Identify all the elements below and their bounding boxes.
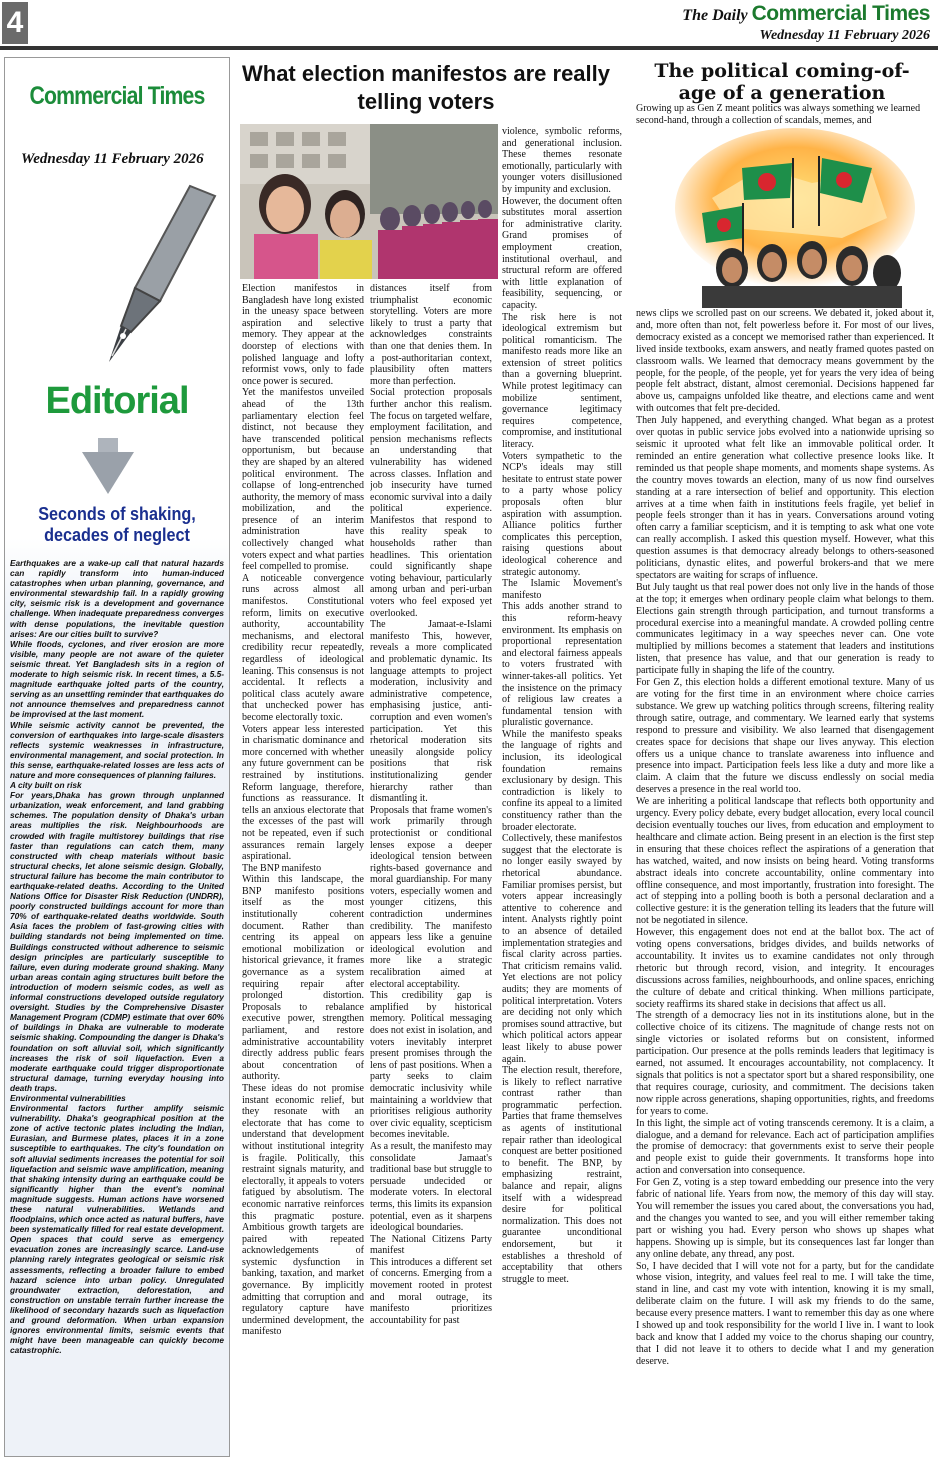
article-paragraph: Collectively, these manifestos suggest that the electorate is no longer easily swayed by rhetorical abundance. Familiar promises persist, but voters appear increasingly attentive to coherence and intent. Analysts rightly point to an absence of detailed implementation strategies and fiscal clarity across parties. That criticism remains valid. Yet elections are not policy audits; they are moments of political interpretation. Voters are deciding not only which promises sound attractive, but which political actors appear least likely to abuse power again. — [502, 833, 622, 1065]
article-paragraph: We are inheriting a political landscape that reflects both opportunity and urgency. Every policy debate, every budget allocation, every local council decision eventually touches our lives, from education and employment to healthcare and climate action. Being present in an election is the first step in ensuring that these choices reflect the aspirations of a generation that has watched, waited, and now insists on being heard. Voting transforms abstract ideals into concrete accountability, online commentary into offline consequence, and most importantly, frustration into foresight. The act of stepping into a polling booth is both a personal declaration and a collective gesture: it is the generation telling its leaders that the future will not be negotiated in silence. — [636, 796, 934, 927]
article-paragraph: news clips we scrolled past on our screens. We debated it, joked about it, and, more often than not, felt powerless before it. For most of our lives, democracy existed as a concept we memorised rather than experienced. It lived inside textbooks, exam answers, and neatly framed quotes pasted on classroom walls. We learned that democracy means government by the people, for the people, of the people, yet for years the very idea of being people felt abstract, distant, almost ceremonial. Decisions happened far above us, campaigns unfolded like theatre, and elections came and went with outcomes that felt pre-decided. — [636, 308, 934, 415]
article-paragraph: Within this landscape, the BNP manifesto positions itself as the most institutionally coherent document. Rather than centring its appeal on emotional mobilization or historical grievance, it frames governance as a system requiring repair after prolonged distortion. Proposals to rebalance executive power, strengthen parliament, and restore administrative accountability directly address public fears about concentration of authority. — [242, 874, 364, 1083]
article-paragraph: While the manifesto speaks the language of rights and inclusion, its ideological foundation remains exclusionary by design. This contradiction is likely to confine its appeal to a limited constituency rather than the broader electorate. — [502, 728, 622, 833]
editorial-sidebar — [4, 57, 230, 1457]
article-paragraph: The strength of a democracy lies not in its institutions alone, but in the collective choice of its citizens. The magnitude of change rests not on single victories or isolated reforms but on consistent, informed participation. Our presence at the polls reminds leaders that legitimacy is earned, not assumed. It encourages accountability, not complacency. It signals that politics is not a spectator sport but a shared responsibility, one that requires courage, curiosity, and commitment. The decisions taken now ripple across generations, shaping opportunities, rights, and freedoms for years to come. — [636, 1010, 934, 1117]
masthead-prefix: The Daily — [682, 7, 748, 24]
celebration-flags-illustration — [672, 128, 918, 308]
article-subheading: The National Citizens Party manifest — [370, 1233, 492, 1257]
editorial-headline: Seconds of shaking, decades of neglect — [38, 504, 196, 545]
editorial-paragraph: While seismic activity cannot be prevented, the conversion of earthquakes into large-scale disasters reflects systemic weaknesses in infrastructure, environmental management, and social protection. In this sense, earthquake-related losses are less acts of nature and more consequences of planning failures. — [10, 719, 224, 780]
article-paragraph: Election manifestos in Bangladesh have long existed in the uneasy space between aspiration and selective memory. They appear at the doorstep of elections with polished language and lofty reformist vows, only to fade once power is secured. — [242, 283, 364, 387]
article-paragraph: The Jamaat-e-Islami manifesto This, however, reveals a more complicated and problematic dynamic. Its language attempts to project moderation, inclusivity and administrative competence, emphasising justice, anti-corruption and even women's participation. Yet this rhetorical moderation sits uneasily alongside policy positions that risk institutionalizing gender hierarchy rather than dismantling it. — [370, 619, 492, 805]
article-paragraph: Proposals that frame women's work primarily through protectionist or conditional lenses expose a deeper ideological tension between rights-based governance and moral guardianship. For many voters, especially women and younger citizens, this contradiction undermines credibility. The manifesto appears less like a genuine ideological evolution and more like a strategic recalibration aimed at electoral acceptability. — [370, 804, 492, 990]
article-paragraph: The election result, therefore, is likely to reflect narrative contrast rather than programmatic perfection. Parties that frame themselves as agents of institutional repair rather than ideological conquest are better positioned to benefit. The BNP, by emphasizing restraint, balance and repair, aligns itself with a widespread desire for political normalization. This does not guarantee unconditional endorsement, but it establishes a threshold of acceptability that others struggle to meet. — [502, 1065, 622, 1285]
article-paragraph: So, I have decided that I will vote not for a party, but for the candidate whose vision, integrity, and values feel real to me. I will take the time, stand in line, and cast my vote with intention, knowing it is my small, deliberate claim on the future. I will ask my friends to do the same, because every presence matters. I want to remember this day as one where I showed up and took responsibility for the world I live in. I want to look back and know that I added my voice to the chorus shaping our country, that I did not leave it to others to decide what I and my generation deserve. — [636, 1260, 934, 1367]
masthead-title — [682, 2, 930, 26]
article-paragraph: But July taught us that real power does not only live in the hands of those at the top; it emerges when ordinary people claim what belongs to them. Elections gain strength through participation, and turnout transforms a procedural exercise into a meaningful mandate. A crowded polling centre communicates legitimacy in a way speeches never can. One vote multiplied by millions becomes a statement that leaders and institutions listen, that presence has value, and that our generation is ready to participate fully in shaping the life of the country. — [636, 581, 934, 677]
editorial-subheading: A city built on risk — [10, 780, 82, 791]
article-paragraph: A noticeable convergence runs across almost all manifestos. Constitutional reform, limits on executive authority, accountability mechanisms, and electoral credibility recur repeatedly, regardless of ideological leaning. This consensus is not accidental. It reflects a political class acutely aware that unchecked power has become electorally toxic. — [242, 572, 364, 723]
right-article-headline: The political coming-of-age of a generation — [654, 60, 910, 104]
right-article-body — [636, 308, 934, 1456]
article-paragraph: The risk here is not ideological extremism but political romanticism. The manifesto reads more like an extension of street politics than a governing blueprint. While protest legitimacy can mobilize sentiment, governance legitimacy requires competence, compromise, and institutional literacy. — [502, 311, 622, 451]
article-paragraph: Voters sympathetic to the NCP's ideals may still hesitate to entrust state power to a party whose policy proposals often blur aspiration with assumption. Alliance politics further complicates this perception, raising questions about ideological coherence and strategic autonomy. — [502, 450, 622, 578]
voters-queue-photo — [240, 124, 498, 279]
article-paragraph: For Gen Z, this election holds a different emotional texture. Many of us are voting for the first time in an environment where choice carries substance. We grew up watching politics through screens, filtering reality through satire, outrage, and commentary. We learned early that systems respond to pressure and visibility. We also learned that disengagement creates space for decisions that shape our lives anyway. This election offers us a unique chance to translate awareness into influence and presence into impact. Participation feels less like a duty and more like a claim. A claim that the future we discuss endlessly on social media deserves a presence in the real world too. — [636, 677, 934, 796]
article-paragraph: This introduces a different set of concerns. Emerging from a movement rooted in protest and moral outrage, its manifesto prioritizes accountability for past — [370, 1256, 492, 1326]
article-paragraph: Yet the manifestos unveiled ahead of the 13th parliamentary election feel distinct, not because they have transcended political opportunism, but because they are shaped by an altered political environment. The collapse of long-entrenched authority, the memory of mass mobilization, and the presence of an interim administration have collectively changed what voters expect and what parties feel compelled to promise. — [242, 387, 364, 573]
sidebar-date: Wednesday 11 February 2026 — [21, 151, 204, 167]
sidebar-logo-word-1: Commercial — [29, 82, 143, 110]
main-article-column-3 — [502, 126, 622, 1453]
main-article-headline: What election manifestos are really telling voters — [241, 61, 611, 114]
editorial-paragraph: Environmental factors further amplify seismic vulnerability. Dhaka's geographical position at the zone of active tectonic plates including the Indian, Eurasian, and Burmese plates, places it in a zone susceptible to earthquakes. The city's foundation on soft alluvial sediments increases the potential for soil liquefaction and seismic wave amplification, meaning that shaking intensity during an earthquake could be significantly higher than the event's nominal magnitude suggests. Human actions have worsened these natural vulnerabilities. Wetlands and floodplains, which once acted as natural buffers, have been systematically filled for real estate development. Open spaces that could serve as emergency evacuation zones are increasingly scarce. Land-use planning rarely integrates geological or seismic risk assessments, reflecting a broader failure to embed hazard science into urban policy. Unregulated groundwater extraction, deforestation, and construction on unstable terrain further increase the likelihood of secondary hazards such as liquefaction and ground deformation. When urban expansion ignores environmental limits, seismic events that might have been manageable can quickly become catastrophic. — [10, 1103, 224, 1356]
editorial-paragraph: For years,Dhaka has grown through unplanned urbanization, weak enforcement, and land grabbing schemes. The population density of Dhaka's urban areas multiplies the risk. Neighbourhoods are crowded with fragile multistorey buildings that rise faster than regulations can catch them, many constructed with cheap materials without basic structural checks, let alone seismic design. Globally, structural failure has become the main contributor to earthquake-related deaths. According to the United Nations Office for Disaster Risk Reduction (UNDRR), poorly constructed buildings account for more than 70% of earthquake-related deaths worldwide. South Asia faces the problem of fast-growing cities with building standards not being implemented on time. Buildings constructed without adherence to seismic design principles are particularly susceptible to failure, even during moderate ground shaking. Many urban areas contain aging structures built before the introduction of modern seismic codes, as well as informal constructions developed outside regulatory oversight. Studies by the Comprehensive Disaster Management Program (CDMP) estimate that over 60% of buildings in Dhaka are vulnerable to moderate seismic shaking. Compounding the danger is Dhaka's foundation on soft alluvial soil, which significantly increases the risk of soil liquefaction. Even a moderate earthquake could trigger disproportionate structural damage, turning everyday housing into death traps. — [10, 790, 224, 1093]
article-paragraph: violence, symbolic reforms, and generational inclusion. These themes resonate emotionally, particularly with younger voters disillusioned by impunity and exclusion. — [502, 126, 622, 195]
masthead — [682, 2, 930, 44]
editorial-paragraph: Earthquakes are a wake-up call that natural hazards can rapidly transform into human-induced catastrophes when urban planning, governance, and environmental stewardship fail. In a rapidly growing city, seismic risk is a development and governance challenge. When inadequate preparedness converges with dense populations, the inevitable question arises: Are our cities built to survive? — [10, 558, 224, 639]
main-article-column-1 — [242, 283, 364, 1453]
article-paragraph: These ideas do not promise instant economic relief, but they resonate with an electorate that has come to understand that development without institutional integrity is fragile. Politically, this restraint signals maturity, and electorally, it appeals to voters fatigued by absolutism. The economic narrative reinforces this pragmatic posture. Ambitious growth targets are paired with repeated acknowledgements of systemic dysfunction in banking, taxation, and market governance. By implicitly admitting that corruption and regulatory capture have undermined development, the manifesto — [242, 1082, 364, 1338]
article-paragraph: However, the document often substitutes moral assertion for administrative clarity. Grand promises of employment creation, institutional overhaul, and structural reform are offered with little explanation of feasibility, sequencing, or capacity. — [502, 195, 622, 311]
editorial-subheading: Environmental vulnerabilities — [10, 1092, 126, 1103]
article-subheading: The Islamic Movement's manifesto — [502, 578, 622, 601]
right-article-intro: Growing up as Gen Z meant politics was always something we learned second-hand, through a collection of scandals, memes, and — [636, 103, 921, 126]
sidebar-logo — [22, 82, 212, 111]
header-rule — [0, 46, 938, 50]
article-paragraph: Then July happened, and everything changed. What began as a protest over quotas in public service jobs evolved into a nationwide uprising so seismic it uprooted what felt like an immovable political order. It reminded an entire generation what collective presence looks like. It reminded us that people shape moments, and moments shape systems. As the country moves towards an election, many of us now find ourselves standing at a rare intersection of belief and opportunity. This election arrives at a time when faith in institutions feels fragile, yet belief in people feels stronger than it has in years. Conversations around voting often carry a familiar scepticism, and it is tempting to ask what one vote can really accomplish. I asked this question myself. However, what this question assumes is that democracy already belongs to others-seasoned politicians, dynastic elites, and powerful brokers-and that we mere spectators are waiting for scraps of influence. — [636, 415, 934, 581]
editorial-section-title: Editorial — [45, 380, 189, 422]
article-paragraph: Voters appear less interested in charismatic dominance and more concerned with whether any future government can be restrained by institutions. Reform language, therefore, functions as reassurance. It tells an anxious electorate that the excesses of the past will not be repeated, even if such assurances remain largely aspirational. — [242, 723, 364, 863]
editorial-paragraph: While floods, cyclones, and river erosion are more visible, many people are not aware of the quieter seismic threat. Yet Bangladesh sits in a region of moderate to high seismic risk. In recent times, a 5.5-magnitude earthquake jolted parts of the country, serving as an unsettling reminder that earthquakes do not announce themselves and preparedness cannot be improvised at the last moment. — [10, 638, 224, 720]
article-paragraph: Social protection proposals further anchor this realism. The focus on targeted welfare, employment facilitation, and pension mechanisms reflects an understanding that vulnerability has widened across classes. Inflation and job insecurity have turned economic survival into a daily political experience. Manifestos that respond to this reality speak to households rather than headlines. This orientation could significantly shape voting behaviour, particularly among urban and peri-urban voters who feel exposed yet overlooked. — [370, 387, 492, 619]
masthead-date: Wednesday 11 February 2026 — [759, 28, 930, 43]
article-paragraph: For Gen Z, voting is a step toward embedding our presence into the very fabric of national life. Years from now, the memory of this day will stay. You will remember the issues you cared about, the conversations you had, and the changes you wanted to see, and you will either remember taking part or wishing you had. Every person who shows up shapes what happens. Showing up is simple, but its consequences last far longer than any online debate, any thread, any post. — [636, 1177, 934, 1260]
article-paragraph: This credibility gap is amplified by historical memory. Political messaging does not exist in isolation, and voters inevitably interpret present promises through the lens of past positions. When a party seeks to claim democratic inclusivity while maintaining a worldview that prioritises religious authority over civic equality, scepticism becomes inevitable. — [370, 990, 492, 1141]
article-paragraph: This adds another strand to this reform-heavy environment. Its emphasis on proportional representation and electoral fairness appeals to voters frustrated with winner-takes-all politics. Yet the insistence on the primacy of religious law creates a fundamental tension with pluralistic governance. — [502, 601, 622, 729]
article-paragraph: However, this engagement does not end at the ballot box. The act of voting opens conversations, bridges divides, and builds networks of accountability. It invites us to examine candidates not only through rhetoric but through record, vision, and integrity. It encourages discussions across families, neighbourhoods, and online spaces, enriching the culture of debate and critical thinking. When millions participate, society reaffirms its shared stake in decisions that affect us all. — [636, 927, 934, 1010]
sidebar-logo-word-2: Times — [147, 82, 205, 110]
article-paragraph: distances itself from triumphalist economic storytelling. Voters are more likely to trust a party that acknowledges constraints than one that denies them. In a post-authoritarian context, plausibility often matters more than perfection. — [370, 283, 492, 387]
page-number: 4 — [2, 2, 28, 44]
article-paragraph: As a result, the manifesto may consolidate Jamaat's traditional base but struggle to persuade undecided or moderate voters. In electoral terms, this limits its expansion potential, even as it sharpens ideological boundaries. — [370, 1140, 492, 1234]
article-paragraph: In this light, the simple act of voting transcends ceremony. It is a claim, a dialogue, and a demand for relevance. Each act of participation amplifies the promise of democracy: that governments exist to serve their people and people exist to guide their governments. It transforms hope into action and conversation into consequence. — [636, 1117, 934, 1177]
fountain-pen-icon — [65, 176, 225, 376]
down-arrow-icon — [78, 438, 138, 498]
main-article-column-2 — [370, 283, 492, 1453]
editorial-body — [10, 558, 224, 1450]
article-subheading: The BNP manifesto — [242, 862, 322, 874]
masthead-name: Commercial Times — [751, 2, 930, 25]
